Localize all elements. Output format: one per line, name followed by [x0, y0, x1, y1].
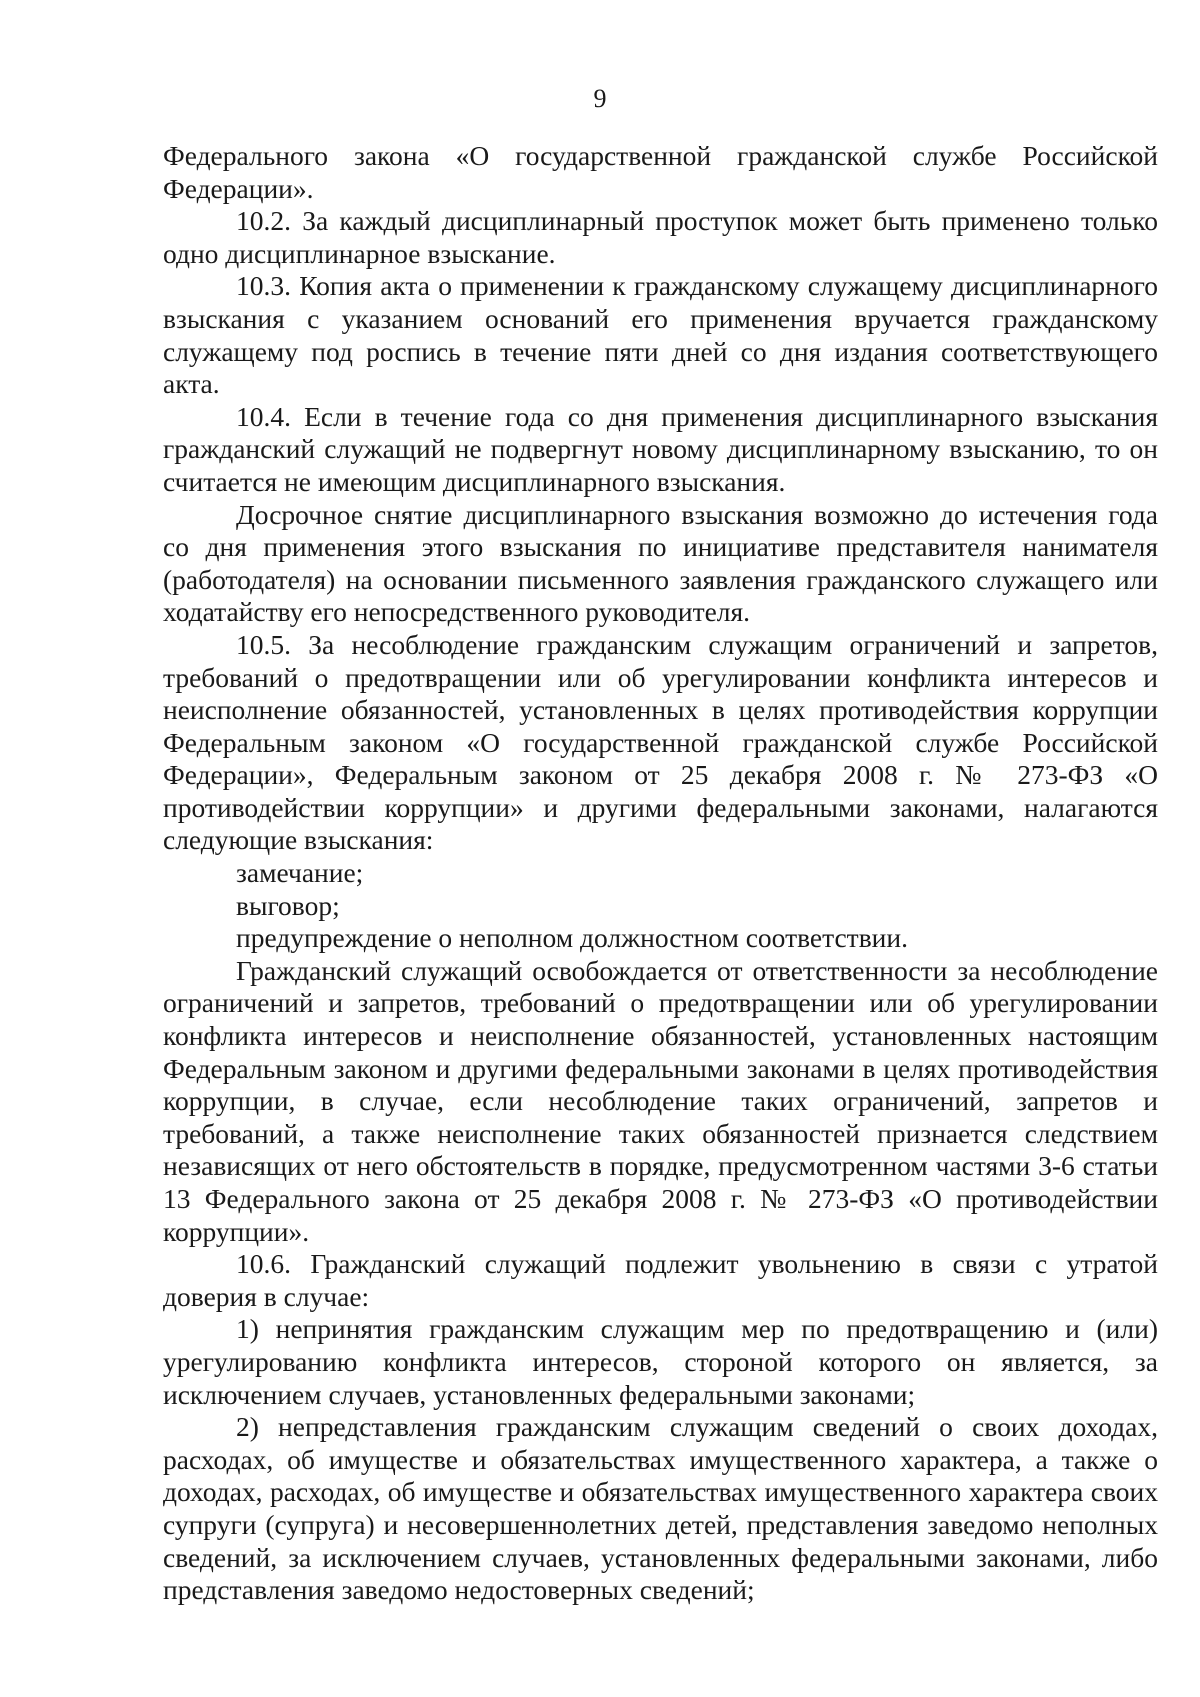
paragraph-10-2: 10.2. За каждый дисциплинарный проступок может быть применено только одно дисциплинарное взыскание.	[163, 205, 1158, 269]
paragraph-10-3: 10.3. Копия акта о применении к гражданскому служащему дисциплинарного взыскания с указанием оснований его применения вручается гражданскому служащему под роспись в течение пяти дней со дня издания соответствующего акта.	[163, 270, 1158, 400]
paragraph-early-removal: Досрочное снятие дисциплинарного взыскания возможно до истечения года со дня применения этого взыскания по инициативе представителя нанимателя (работодателя) на основании письменного заявления гражданского служащего или ходатайству его непосредственного руководителя.	[163, 498, 1158, 628]
list-item-reprimand: выговор;	[236, 889, 340, 921]
list-item-1: 1) непринятия гражданским служащим мер по предотвращению и (или) урегулированию конфликта интересов, стороной которого он является, за исключением случаев, установленных федеральными законами;	[163, 1313, 1158, 1410]
paragraph-10-4: 10.4. Если в течение года со дня применения дисциплинарного взыскания гражданский служащий не подвергнут новому дисциплинарному взысканию, то он считается не имеющим дисциплинарного взыскания.	[163, 400, 1158, 497]
page-number: 9	[593, 84, 607, 113]
paragraph-10-5: 10.5. За несоблюдение гражданским служащим ограничений и запретов, требований о предотвращении или об урегулировании конфликта интересов и неисполнение обязанностей, установленных в целях противодействия коррупции Федеральным законом «О государственной гражданской службе Российской Федерации», Федеральным законом от 25 декабря 2008 г. № 273-ФЗ «О противодействии коррупции» и другими федеральными законами, налагаются следующие взыскания:	[163, 628, 1158, 856]
paragraph-exemption: Гражданский служащий освобождается от ответственности за несоблюдение ограничений и запретов, требований о предотвращении или об урегулировании конфликта интересов и неисполнение обязанностей, установленных настоящим Федеральным законом и другими федеральными законами в целях противодействия коррупции, в случае, если несоблюдение таких ограничений, запретов и требований, а также неисполнение таких обязанностей признается следствием независящих от него обстоятельств в порядке, предусмотренном частями 3-6 статьи 13 Федерального закона от 25 декабря 2008 г. № 273-ФЗ «О противодействии коррупции».	[163, 954, 1158, 1247]
document-body	[163, 140, 1158, 1607]
list-item-remark: замечание;	[236, 857, 364, 889]
list-item-warning: предупреждение о неполном должностном соответствии.	[236, 922, 908, 954]
list-item-2: 2) непредставления гражданским служащим сведений о своих доходах, расходах, об имуществе и обязательствах имущественного характера, а также о доходах, расходах, об имуществе и обязательствах имущественного характера своих супруги (супруга) и несовершеннолетних детей, представления заведомо неполных сведений, за исключением случаев, установленных федеральными законами, либо представления заведомо недостоверных сведений;	[163, 1411, 1158, 1606]
paragraph-law-reference: Федерального закона «О государственной гражданской службе Российской Федерации».	[163, 140, 1158, 204]
paragraph-10-6: 10.6. Гражданский служащий подлежит увольнению в связи с утратой доверия в случае:	[163, 1248, 1158, 1312]
